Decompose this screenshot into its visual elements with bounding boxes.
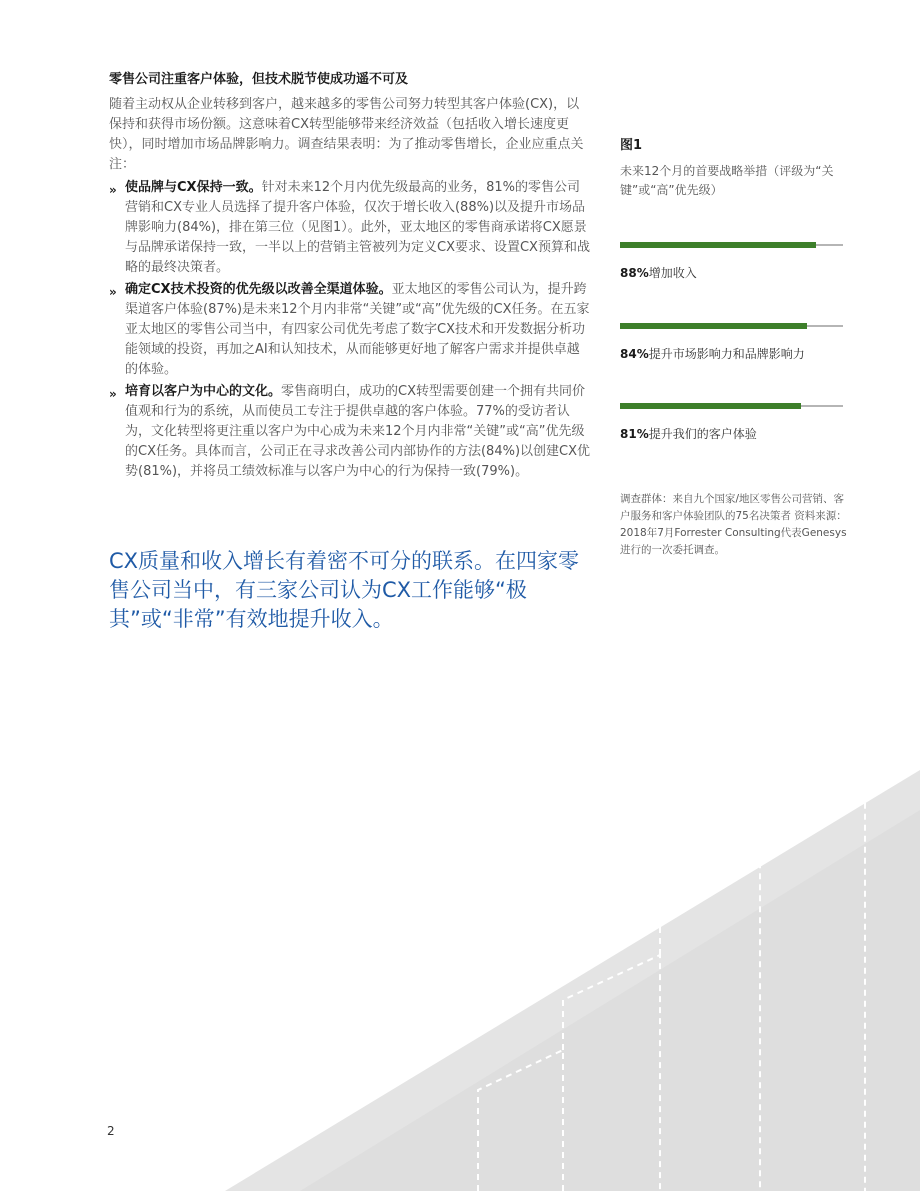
bullet-text: 亚太地区的零售公司认为，提升跨渠道客户体验(87%)是未来12个月内非常“关键”或“高”优先级的CX任务。在五家亚太地区的零售公司当中，有四家公司优先考虑了数字CX技术和开发数据分析功能领域的投资，再加之AI和认知技术，从而能够更好地了解客户需求并提供卓越的体验。	[125, 282, 590, 377]
bullet-text: 针对未来12个月内优先级最高的业务，81%的零售公司营销和CX专业人员选择了提升客户体验，仅次于增长收入(88%)以及提升市场品牌影响力(84%)，排在第三位（见图1）。此外，亚太地区的零售商承诺将CX愿景与品牌承诺保持一致，一半以上的营销主管被列为定义CX要求、设置CX预算和战略的最终决策者。	[125, 180, 590, 275]
intro-paragraph: 随着主动权从企业转移到客户，越来越多的零售公司努力转型其客户体验(CX)，以保持和获得市场份额。这意味着CX转型能够带来经济效益（包括收入增长速度更快），同时增加市场品牌影响力。调查结果表明：为了推动零售增长，企业应重点关注：	[109, 97, 584, 172]
bullet-lead: 使品牌与CX保持一致。	[125, 180, 262, 195]
bar-label	[620, 425, 843, 442]
bar-brand	[620, 323, 807, 329]
double-chevron-right-icon: »	[109, 387, 117, 401]
bullet-text: 零售商明白，成功的CX转型需要创建一个拥有共同价值观和行为的系统，从而使员工专注于提供卓越的客户体验。77%的受访者认为，文化转型将更注重以客户为中心成为未来12个月内非常“关键”或“高”优先级的CX任务。具体而言，公司正在寻求改善公司内部协作的方法(84%)以创建CX优势(81%)，并将员工绩效标准与以客户为中心的行为保持一致(79%)。	[125, 384, 591, 479]
figure-source-note: 调查群体：来自九个国家/地区零售公司营销、客户服务和客户体验团队的75名决策者 资料来源：2018年7月Forrester Consulting代表Genesys进行的一次委托调查。	[620, 493, 847, 556]
bar-value-label: 84%	[620, 347, 649, 361]
bar-category-label: 提升市场影响力和品牌影响力	[648, 347, 805, 361]
bar-row-cx	[620, 403, 843, 442]
bullet-list	[109, 178, 591, 484]
bullet-item	[109, 280, 591, 380]
bullet-lead: 确定CX技术投资的优先级以改善全渠道体验。	[125, 282, 392, 297]
bullet-item	[109, 382, 591, 482]
bar-value-label: 81%	[620, 427, 649, 441]
bar-row-brand	[620, 323, 843, 362]
section-heading: 零售公司注重客户体验，但技术脱节使成功遥不可及	[109, 72, 409, 87]
bar-track	[620, 242, 843, 248]
bar-track	[620, 323, 843, 329]
double-chevron-right-icon: »	[109, 285, 117, 299]
bar-category-label: 增加收入	[648, 266, 697, 280]
double-chevron-right-icon: »	[109, 183, 117, 197]
figure-label: 图1	[620, 138, 643, 153]
bullet-lead: 培育以客户为中心的文化。	[125, 384, 282, 399]
pull-quote: CX质量和收入增长有着密不可分的联系。在四家零售公司当中，有三家公司认为CX工作能够“极其”或“非常”有效地提升收入。	[109, 549, 580, 631]
bar-revenue	[620, 242, 816, 248]
bullet-item	[109, 178, 591, 278]
bar-cx	[620, 403, 801, 409]
bar-category-label: 提升我们的客户体验	[648, 427, 757, 441]
bar-value-label: 88%	[620, 266, 649, 280]
page-number: 2	[107, 1124, 115, 1138]
bar-label	[620, 264, 843, 281]
bar-label	[620, 345, 843, 362]
figure-subtitle: 未来12个月的首要战略举措（评级为“关键”或“高”优先级）	[620, 164, 834, 197]
bar-row-revenue	[620, 242, 843, 281]
bar-track	[620, 403, 843, 409]
